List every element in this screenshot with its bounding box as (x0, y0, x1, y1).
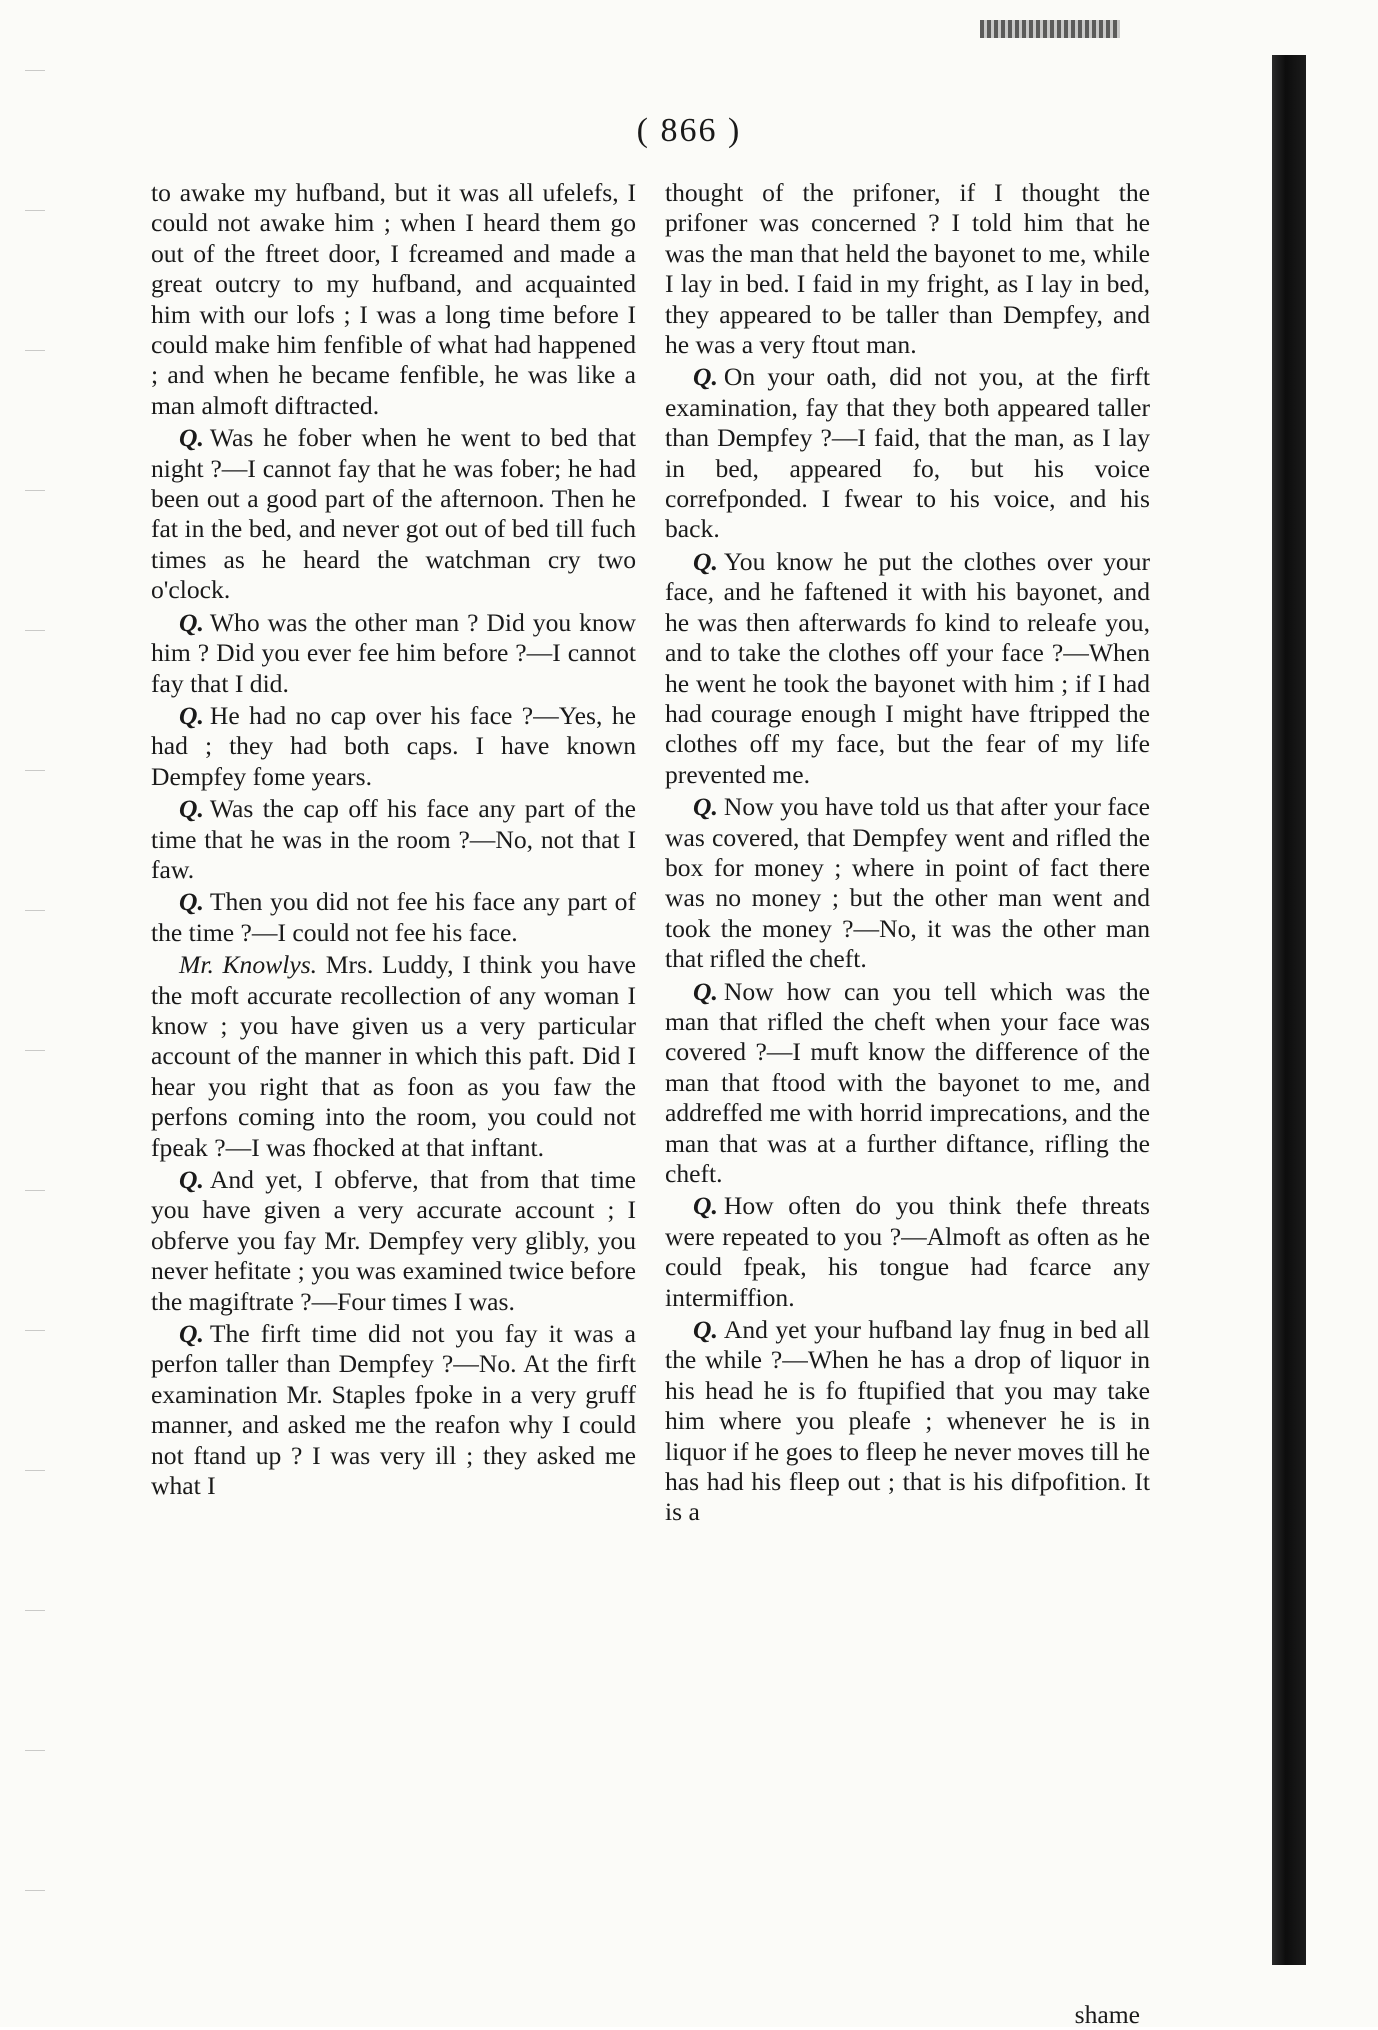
paragraph: Q. And yet your hufband lay fnug in bed all the while ?—When he has a drop of liquor in his head he is fo ftupified that you may take him where you pleafe ; whenever he is in liquor if he goes to fleep he never moves till he has had his fleep out ; that is his difpofition. It is a (665, 1315, 1150, 1527)
paragraph: Q. And yet, I obferve, that from that time you have given a very accurate account ; I obferve you fay Mr. Dempfey very glibly, you never hefitate ; you was examined twice before the magiftrate ?—Four times I was. (151, 1165, 636, 1316)
question-mark-q: Q. (693, 546, 718, 576)
catchword: shame (1074, 2000, 1140, 2029)
speaker-name: Mr. Knowlys. (179, 950, 318, 980)
paragraph: thought of the prifoner, if I thought the prifoner was concerned ? I told him that he was the man that held the bayonet to me, while I lay in bed. I faid in my fright, as I lay in bed, they appeared to be taller than Dempfey, and he was a very ftout man. (665, 178, 1150, 360)
page-number: ( 866 ) (636, 112, 742, 149)
paragraph: Q. The firft time did not you fay it was a perfon taller than Dempfey ?—No. At the firft examination Mr. Staples fpoke in a very gruff manner, and asked me the reafon why I could not ftand up ? I was very ill ; they asked me what I (151, 1319, 636, 1501)
question-mark-q: Q. (179, 607, 204, 637)
paragraph: Q. Who was the other man ? Did you know him ? Did you ever fee him before ?—I cannot fay that I did. (151, 607, 636, 698)
question-mark-q: Q. (179, 423, 204, 453)
right-column (665, 178, 1150, 1530)
question-mark-q: Q. (693, 1191, 718, 1221)
paragraph: Q. Then you did not fee his face any part of the time ?—I could not fee his face. (151, 887, 636, 947)
question-mark-q: Q. (179, 887, 204, 917)
question-mark-q: Q. (179, 700, 204, 730)
paragraph: Q. On your oath, did not you, at the firft examination, fay that they both appeared taller than Dempfey ?—I faid, that the man, as I lay in bed, appeared fo, but his voice correfponded. I fwear to his voice, and his back. (665, 362, 1150, 544)
binding-edge (1272, 55, 1306, 1965)
question-mark-q: Q. (693, 1315, 718, 1345)
question-mark-q: Q. (179, 1319, 204, 1349)
paragraph: Q. Now how can you tell which was the man that rifled the cheft when your face was covered ?—I muft know the difference of the man that ftood with the bayonet to me, and addreffed me with horrid imprecations, and the man that was at a further diftance, rifling the cheft. (665, 976, 1150, 1188)
question-mark-q: Q. (179, 794, 204, 824)
paragraph: Q. He had no cap over his face ?—Yes, he had ; they had both caps. I have known Dempfey fome years. (151, 700, 636, 791)
paragraph: Q. How often do you think thefe threats were repeated to you ?—Almoft as often as he could fpeak, his tongue had fcarce any intermiffion. (665, 1191, 1150, 1312)
paragraph: Q. You know he put the clothes over your face, and he faftened it with his bayonet, and he was then afterwards fo kind to releafe you, and to take the clothes off your face ?—When he went he took the bayonet with him ; if I had had courage enough I might have ftripped the clothes off my face, but the fear of my life prevented me. (665, 546, 1150, 789)
scan-margin-marks (25, 0, 45, 2027)
question-mark-q: Q. (179, 1165, 204, 1194)
library-stamp (980, 20, 1120, 38)
paragraph: to awake my hufband, but it was all ufelefs, I could not awake him ; when I heard them go out of the ftreet door, I fcreamed and made a great outcry to my hufband, and acquainted him with our lofs ; I was a long time before I could make him fenfible of what had happened ; and when he became fenfible, he was like a man almoft diftracted. (151, 178, 636, 420)
paragraph: Q. Now you have told us that after your face was covered, that Dempfey went and rifled the box for money ; where in point of fact there was no money ; but the other man went and took the money ?—No, it was the other man that rifled the cheft. (665, 792, 1150, 974)
paragraph: Mr. Knowlys. Mrs. Luddy, I think you have the moft accurate recollection of any woman I know ; you have given us a very particular account of the manner in which this paft. Did I hear you right that as foon as you faw the perfons coming into the room, you could not fpeak ?—I was fhocked at that inftant. (151, 950, 636, 1162)
question-mark-q: Q. (693, 976, 718, 1006)
paragraph: Q. Was he fober when he went to bed that night ?—I cannot fay that he was fober; he had been out a good part of the afternoon. Then he fat in the bed, and never got out of bed till fuch times as he heard the watchman cry two o'clock. (151, 423, 636, 605)
left-column (151, 178, 636, 1503)
question-mark-q: Q. (693, 792, 718, 822)
paragraph: Q. Was the cap off his face any part of the time that he was in the room ?—No, not that I faw. (151, 794, 636, 884)
question-mark-q: Q. (693, 362, 718, 392)
